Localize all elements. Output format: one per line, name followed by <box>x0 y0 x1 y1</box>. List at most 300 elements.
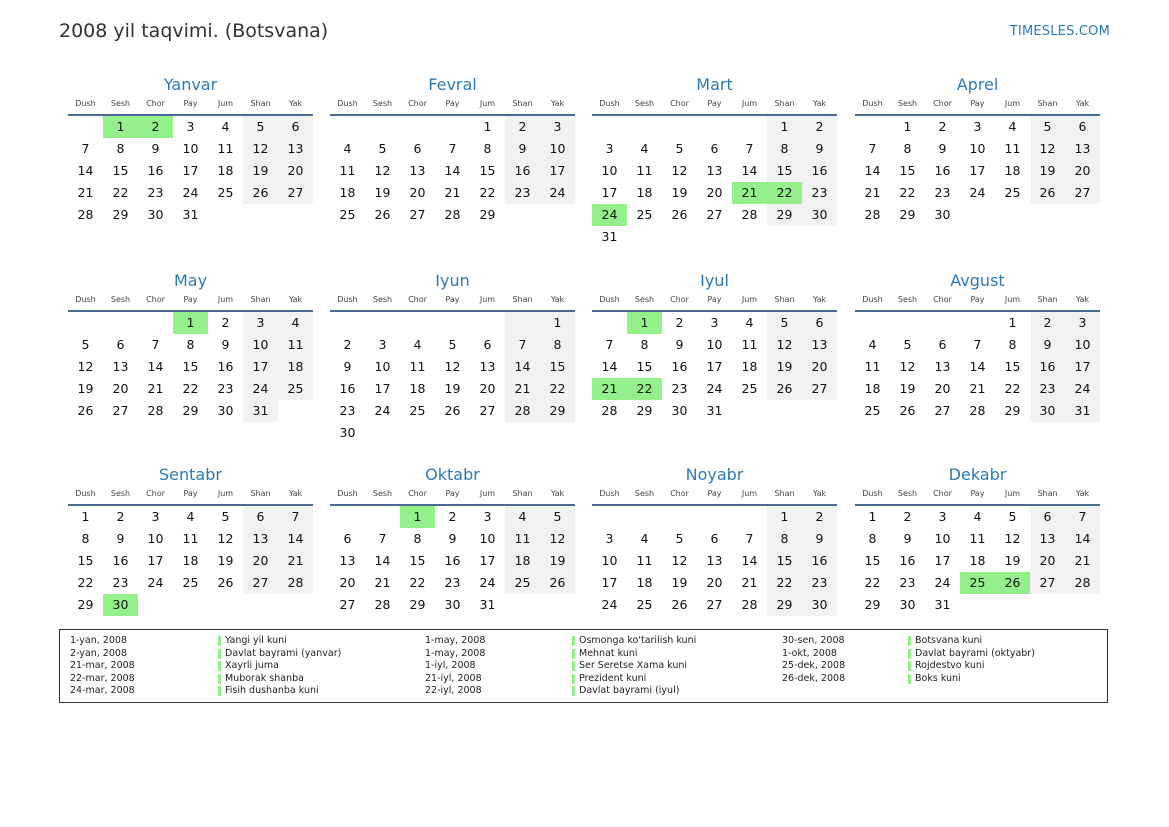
month-dekabr <box>855 464 1100 616</box>
day-cell: 14 <box>278 528 313 550</box>
day-cell: 22 <box>479 185 496 200</box>
day-cell: 30 <box>899 597 916 612</box>
empty-cell <box>925 312 960 334</box>
weekday-label: Chor <box>670 99 689 108</box>
month-yanvar <box>68 74 313 226</box>
day-cell: 27 <box>934 403 951 418</box>
month-name: Oktabr <box>425 465 480 484</box>
day-cell: 4 <box>868 337 877 352</box>
weekday-header <box>855 487 1100 501</box>
day-cell: 18 <box>339 185 356 200</box>
day-cell: 29 <box>479 207 496 222</box>
empty-cell <box>505 312 540 334</box>
day-cell: 2 <box>903 509 912 524</box>
weekday-header <box>330 97 575 111</box>
day-cell: 18 <box>636 185 653 200</box>
day-cell: 21 <box>374 575 391 590</box>
day-cell: 6 <box>1030 506 1065 528</box>
weekday-label: Shan <box>512 489 533 498</box>
day-cell: 21 <box>969 381 986 396</box>
day-cell: 3 <box>186 119 195 134</box>
month-iyun <box>330 270 575 444</box>
weekday-header <box>855 97 1100 111</box>
day-cell: 6 <box>938 337 947 352</box>
day-cell: 13 <box>706 163 723 178</box>
day-cell: 21 <box>732 182 767 204</box>
weekday-label: Dush <box>337 489 358 498</box>
weekday-header <box>592 293 837 307</box>
day-cell: 17 <box>706 359 723 374</box>
day-cell: 12 <box>243 138 278 160</box>
day-cell: 30 <box>147 207 164 222</box>
weekday-label: Yak <box>550 489 565 498</box>
weekday-label: Jum <box>217 295 234 304</box>
empty-cell <box>697 116 732 138</box>
day-cell: 13 <box>479 359 496 374</box>
day-cell: 28 <box>1065 572 1100 594</box>
day-cell: 11 <box>1004 141 1021 156</box>
day-cell: 3 <box>710 315 719 330</box>
day-cell: 20 <box>706 575 723 590</box>
day-cell: 2 <box>116 509 125 524</box>
weekday-label: Sesh <box>897 295 918 304</box>
empty-cell <box>330 312 365 334</box>
weekday-label: Shan <box>250 489 271 498</box>
empty-cell <box>960 312 995 334</box>
day-cell: 24 <box>182 185 199 200</box>
day-grid <box>855 116 1100 226</box>
day-cell: 23 <box>802 572 837 594</box>
weekday-label: Chor <box>933 99 952 108</box>
day-cell: 30 <box>103 594 138 616</box>
legend-holiday-name: Davlat bayrami (oktyabr) <box>908 648 1035 661</box>
day-cell: 19 <box>374 185 391 200</box>
day-cell: 26 <box>217 575 234 590</box>
empty-cell <box>627 506 662 528</box>
empty-cell <box>365 116 400 138</box>
weekday-label: Jum <box>1004 295 1021 304</box>
weekday-label: Pay <box>445 295 460 304</box>
day-cell: 7 <box>1065 506 1100 528</box>
day-cell: 11 <box>505 528 540 550</box>
day-cell: 18 <box>864 381 881 396</box>
day-cell: 13 <box>934 359 951 374</box>
day-cell: 26 <box>671 207 688 222</box>
weekday-label: Jum <box>479 489 496 498</box>
day-cell: 24 <box>601 597 618 612</box>
weekday-label: Pay <box>183 489 198 498</box>
weekday-label: Yak <box>288 99 303 108</box>
day-cell: 23 <box>339 403 356 418</box>
weekday-label: Jum <box>741 99 758 108</box>
legend-date: 1-okt, 2008 <box>782 647 837 659</box>
day-cell: 2 <box>448 509 457 524</box>
day-cell: 1 <box>173 312 208 334</box>
legend-date: 1-yan, 2008 <box>70 635 127 646</box>
day-cell: 12 <box>671 553 688 568</box>
day-cell: 30 <box>671 403 688 418</box>
day-cell: 12 <box>217 531 234 546</box>
day-cell: 4 <box>343 141 352 156</box>
day-cell: 30 <box>339 425 356 440</box>
day-cell: 29 <box>1004 403 1021 418</box>
weekday-label: Shan <box>512 295 533 304</box>
day-cell: 13 <box>706 553 723 568</box>
weekday-header <box>68 487 313 501</box>
weekday-label: Shan <box>1037 489 1058 498</box>
day-grid <box>330 312 575 444</box>
weekday-label: Sesh <box>897 489 918 498</box>
day-cell: 17 <box>479 553 496 568</box>
month-oktabr <box>330 464 575 616</box>
day-cell: 17 <box>601 575 618 590</box>
day-cell: 22 <box>899 185 916 200</box>
day-cell: 25 <box>636 207 653 222</box>
day-cell: 19 <box>671 575 688 590</box>
day-cell: 1 <box>400 506 435 528</box>
legend-holiday-name: Osmonga ko'tarilish kuni <box>572 635 696 648</box>
day-cell: 29 <box>112 207 129 222</box>
empty-cell <box>960 594 995 616</box>
day-cell: 21 <box>592 378 627 400</box>
weekday-label: Jum <box>1004 99 1021 108</box>
legend-date: 21-mar, 2008 <box>70 660 135 671</box>
weekday-label: Dush <box>75 489 96 498</box>
weekday-label: Chor <box>408 295 427 304</box>
day-cell: 3 <box>151 509 160 524</box>
legend-holiday-name: Prezident kuni <box>572 673 646 686</box>
weekday-label: Jum <box>479 99 496 108</box>
day-cell: 31 <box>934 597 951 612</box>
weekday-label: Yak <box>288 489 303 498</box>
weekday-label: Yak <box>550 99 565 108</box>
day-cell: 2 <box>802 506 837 528</box>
day-cell: 26 <box>444 403 461 418</box>
month-mart <box>592 74 837 248</box>
weekday-label: Jum <box>741 489 758 498</box>
day-cell: 27 <box>243 572 278 594</box>
empty-cell <box>505 204 540 226</box>
day-cell: 26 <box>77 403 94 418</box>
day-cell: 18 <box>1004 163 1021 178</box>
empty-cell <box>330 116 365 138</box>
day-cell: 8 <box>81 531 90 546</box>
day-cell: 6 <box>413 141 422 156</box>
weekday-label: Shan <box>512 99 533 108</box>
day-cell: 5 <box>675 141 684 156</box>
day-cell: 9 <box>802 528 837 550</box>
empty-cell <box>855 116 890 138</box>
month-sentabr <box>68 464 313 616</box>
day-cell: 3 <box>973 119 982 134</box>
legend-date: 24-mar, 2008 <box>70 685 135 696</box>
day-cell: 16 <box>899 553 916 568</box>
day-cell: 9 <box>903 531 912 546</box>
day-cell: 18 <box>182 553 199 568</box>
empty-cell <box>732 400 767 422</box>
empty-cell <box>435 116 470 138</box>
day-cell: 16 <box>505 160 540 182</box>
month-avgust <box>855 270 1100 422</box>
day-cell: 27 <box>802 378 837 400</box>
day-cell: 4 <box>413 337 422 352</box>
month-name: Fevral <box>428 75 477 94</box>
month-name: Aprel <box>956 75 999 94</box>
day-cell: 9 <box>448 531 457 546</box>
day-cell: 29 <box>540 400 575 422</box>
day-cell: 24 <box>540 182 575 204</box>
empty-cell <box>400 116 435 138</box>
day-cell: 23 <box>112 575 129 590</box>
day-cell: 9 <box>116 531 125 546</box>
legend-holiday-name: Ser Seretse Xama kuni <box>572 660 687 673</box>
month-noyabr <box>592 464 837 616</box>
day-cell: 17 <box>934 553 951 568</box>
day-cell: 22 <box>77 575 94 590</box>
day-cell: 15 <box>409 553 426 568</box>
day-cell: 7 <box>151 337 160 352</box>
legend-holiday-name: Botsvana kuni <box>908 635 982 648</box>
day-cell: 26 <box>374 207 391 222</box>
empty-cell <box>400 422 435 444</box>
legend-holiday-name: Fisih dushanba kuni <box>218 685 319 698</box>
day-cell: 14 <box>601 359 618 374</box>
day-cell: 26 <box>767 378 802 400</box>
day-cell: 6 <box>243 506 278 528</box>
day-cell: 7 <box>745 141 754 156</box>
day-cell: 6 <box>802 312 837 334</box>
day-cell: 31 <box>479 597 496 612</box>
day-cell: 18 <box>409 381 426 396</box>
day-cell: 20 <box>1030 550 1065 572</box>
day-cell: 14 <box>505 356 540 378</box>
day-cell: 29 <box>182 403 199 418</box>
day-cell: 15 <box>767 550 802 572</box>
month-name: Noyabr <box>685 465 744 484</box>
day-cell: 12 <box>1004 531 1021 546</box>
empty-cell <box>732 226 767 248</box>
day-cell: 22 <box>182 381 199 396</box>
day-cell: 20 <box>706 185 723 200</box>
day-cell: 1 <box>903 119 912 134</box>
day-cell: 22 <box>864 575 881 590</box>
day-cell: 3 <box>605 141 614 156</box>
empty-cell <box>767 400 802 422</box>
day-cell: 12 <box>671 163 688 178</box>
day-cell: 28 <box>147 403 164 418</box>
day-cell: 28 <box>969 403 986 418</box>
day-cell: 22 <box>767 182 802 204</box>
day-cell: 26 <box>540 572 575 594</box>
day-grid <box>592 116 837 248</box>
legend-date: 22-mar, 2008 <box>70 672 135 684</box>
day-cell: 5 <box>243 116 278 138</box>
day-cell: 25 <box>409 403 426 418</box>
empty-cell <box>995 204 1030 226</box>
weekday-label: Pay <box>707 295 722 304</box>
legend-holiday-name: Xayrli juma <box>218 660 279 673</box>
day-cell: 16 <box>802 550 837 572</box>
empty-cell <box>627 226 662 248</box>
day-cell: 24 <box>1065 378 1100 400</box>
day-cell: 27 <box>339 597 356 612</box>
day-cell: 1 <box>81 509 90 524</box>
day-cell: 11 <box>741 337 758 352</box>
day-cell: 30 <box>1030 400 1065 422</box>
day-grid <box>330 116 575 226</box>
day-cell: 12 <box>1030 138 1065 160</box>
day-cell: 16 <box>112 553 129 568</box>
month-may <box>68 270 313 422</box>
empty-cell <box>960 204 995 226</box>
empty-cell <box>278 594 313 616</box>
day-cell: 15 <box>112 163 129 178</box>
day-cell: 20 <box>339 575 356 590</box>
weekday-label: Dush <box>599 489 620 498</box>
day-cell: 10 <box>706 337 723 352</box>
day-cell: 4 <box>973 509 982 524</box>
day-cell: 11 <box>636 553 653 568</box>
day-cell: 24 <box>374 403 391 418</box>
weekday-label: Sesh <box>897 99 918 108</box>
weekday-label: Yak <box>550 295 565 304</box>
weekday-label: Dush <box>862 489 883 498</box>
day-cell: 9 <box>938 141 947 156</box>
day-grid <box>855 506 1100 616</box>
weekday-label: Jum <box>217 489 234 498</box>
day-cell: 9 <box>151 141 160 156</box>
month-name: Iyul <box>700 271 729 290</box>
day-cell: 1 <box>540 312 575 334</box>
weekday-label: Shan <box>250 295 271 304</box>
weekday-header <box>855 293 1100 307</box>
day-cell: 14 <box>77 163 94 178</box>
day-cell: 25 <box>182 575 199 590</box>
day-cell: 4 <box>278 312 313 334</box>
month-iyul <box>592 270 837 422</box>
day-cell: 9 <box>675 337 684 352</box>
day-cell: 8 <box>540 334 575 356</box>
day-cell: 4 <box>640 531 649 546</box>
day-cell: 21 <box>1065 550 1100 572</box>
day-cell: 19 <box>1030 160 1065 182</box>
month-name: Sentabr <box>159 465 222 484</box>
day-cell: 11 <box>636 163 653 178</box>
day-cell: 28 <box>601 403 618 418</box>
day-cell: 8 <box>767 138 802 160</box>
day-cell: 27 <box>409 207 426 222</box>
site-link[interactable]: TIMESLES.COM <box>1009 24 1110 39</box>
day-cell: 7 <box>868 141 877 156</box>
day-cell: 17 <box>601 185 618 200</box>
day-cell: 24 <box>479 575 496 590</box>
day-cell: 30 <box>444 597 461 612</box>
day-cell: 13 <box>278 138 313 160</box>
day-cell: 27 <box>112 403 129 418</box>
day-cell: 13 <box>243 528 278 550</box>
day-cell: 23 <box>217 381 234 396</box>
day-cell: 8 <box>868 531 877 546</box>
legend-date: 1-iyl, 2008 <box>425 660 476 671</box>
weekday-label: Pay <box>183 99 198 108</box>
day-cell: 3 <box>605 531 614 546</box>
day-cell: 15 <box>182 359 199 374</box>
day-cell: 30 <box>802 204 837 226</box>
day-cell: 7 <box>745 531 754 546</box>
weekday-header <box>330 487 575 501</box>
weekday-label: Sesh <box>110 99 131 108</box>
day-cell: 31 <box>243 400 278 422</box>
day-cell: 31 <box>1065 400 1100 422</box>
empty-cell <box>365 422 400 444</box>
day-cell: 11 <box>864 359 881 374</box>
day-cell: 18 <box>636 575 653 590</box>
day-cell: 1 <box>483 119 492 134</box>
day-cell: 26 <box>671 597 688 612</box>
empty-cell <box>470 422 505 444</box>
weekday-label: Sesh <box>634 489 655 498</box>
day-cell: 23 <box>505 182 540 204</box>
day-cell: 20 <box>934 381 951 396</box>
empty-cell <box>365 312 400 334</box>
day-cell: 21 <box>147 381 164 396</box>
legend-holiday-name: Davlat bayrami (iyul) <box>572 685 679 698</box>
empty-cell <box>592 116 627 138</box>
empty-cell <box>662 506 697 528</box>
day-cell: 29 <box>864 597 881 612</box>
legend-date: 22-iyl, 2008 <box>425 685 482 696</box>
day-cell: 6 <box>343 531 352 546</box>
day-cell: 20 <box>479 381 496 396</box>
empty-cell <box>208 594 243 616</box>
day-cell: 23 <box>802 182 837 204</box>
day-cell: 7 <box>973 337 982 352</box>
day-cell: 9 <box>343 359 352 374</box>
day-cell: 18 <box>217 163 234 178</box>
day-cell: 13 <box>339 553 356 568</box>
empty-cell <box>540 594 575 616</box>
day-cell: 3 <box>483 509 492 524</box>
day-cell: 14 <box>741 553 758 568</box>
day-cell: 22 <box>627 378 662 400</box>
day-cell: 3 <box>540 116 575 138</box>
day-cell: 31 <box>182 207 199 222</box>
weekday-label: Sesh <box>110 489 131 498</box>
legend-holiday-name: Boks kuni <box>908 673 961 686</box>
day-cell: 6 <box>278 116 313 138</box>
weekday-header <box>592 97 837 111</box>
weekday-label: Dush <box>862 295 883 304</box>
month-name: Mart <box>696 75 733 94</box>
day-cell: 15 <box>540 356 575 378</box>
empty-cell <box>662 226 697 248</box>
day-cell: 12 <box>77 359 94 374</box>
weekday-label: Dush <box>337 295 358 304</box>
day-cell: 17 <box>182 163 199 178</box>
day-cell: 4 <box>221 119 230 134</box>
day-cell: 27 <box>479 403 496 418</box>
empty-cell <box>592 312 627 334</box>
weekday-label: Chor <box>146 295 165 304</box>
day-cell: 6 <box>710 531 719 546</box>
day-cell: 18 <box>505 550 540 572</box>
day-cell: 2 <box>1030 312 1065 334</box>
weekday-label: Dush <box>599 295 620 304</box>
empty-cell <box>767 226 802 248</box>
day-cell: 13 <box>802 334 837 356</box>
day-cell: 25 <box>217 185 234 200</box>
empty-cell <box>697 226 732 248</box>
